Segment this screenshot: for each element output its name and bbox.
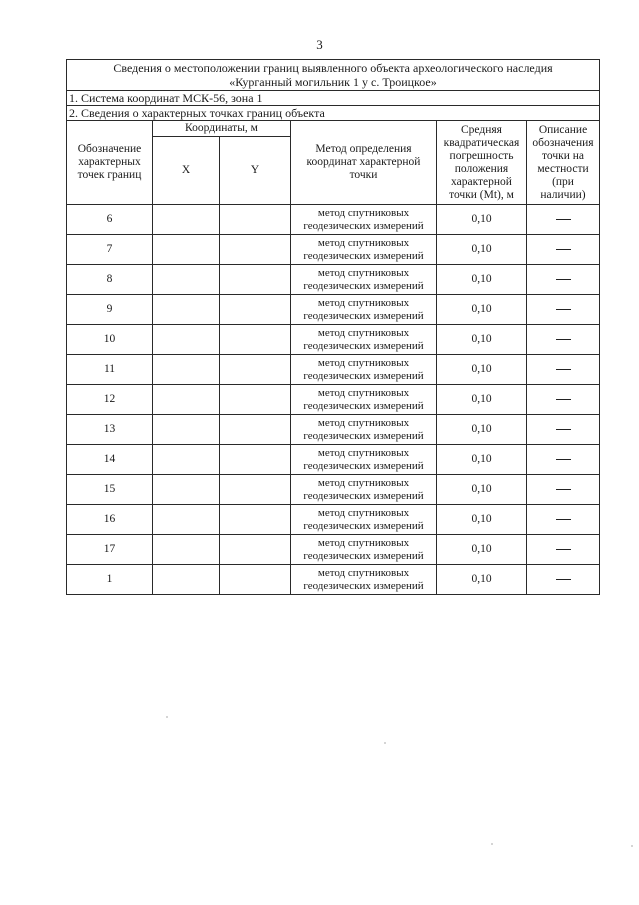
method-cell: метод спутниковых геодезических измерений <box>291 565 437 595</box>
x-coordinate-cell <box>153 565 220 595</box>
y-coordinate-cell <box>220 565 291 595</box>
y-coordinate-cell <box>220 535 291 565</box>
points-info-row: 2. Сведения о характерных точках границ объекта <box>67 106 600 121</box>
error-cell: 0,10 <box>437 445 527 475</box>
dash-mark <box>556 339 571 340</box>
error-cell: 0,10 <box>437 475 527 505</box>
table-row <box>67 445 600 475</box>
header-x: X <box>153 137 220 205</box>
table-row <box>67 535 600 565</box>
table-row <box>67 385 600 415</box>
error-cell: 0,10 <box>437 265 527 295</box>
y-coordinate-cell <box>220 415 291 445</box>
description-cell <box>527 475 600 505</box>
header-description: Описание обозначения точки на местности (при наличии) <box>527 121 600 205</box>
method-cell: метод спутниковых геодезических измерений <box>291 475 437 505</box>
description-cell <box>527 325 600 355</box>
table-row <box>67 355 600 385</box>
table-title-line2: «Курганный могильник 1 у с. Троицкое» <box>229 75 437 89</box>
method-cell: метод спутниковых геодезических измерений <box>291 235 437 265</box>
point-number-cell: 1 <box>67 565 153 595</box>
dash-mark <box>556 579 571 580</box>
method-cell: метод спутниковых геодезических измерений <box>291 385 437 415</box>
header-coordinates: Координаты, м <box>153 121 291 137</box>
boundary-points-table <box>66 59 600 595</box>
x-coordinate-cell <box>153 355 220 385</box>
table-row <box>67 415 600 445</box>
error-cell: 0,10 <box>437 505 527 535</box>
description-cell <box>527 235 600 265</box>
point-number-cell: 14 <box>67 445 153 475</box>
error-cell: 0,10 <box>437 325 527 355</box>
x-coordinate-cell <box>153 535 220 565</box>
x-coordinate-cell <box>153 415 220 445</box>
description-cell <box>527 505 600 535</box>
method-cell: метод спутниковых геодезических измерений <box>291 295 437 325</box>
table-row <box>67 295 600 325</box>
scan-speck <box>491 843 493 845</box>
table-row <box>67 265 600 295</box>
header-y: Y <box>220 137 291 205</box>
y-coordinate-cell <box>220 295 291 325</box>
method-cell: метод спутниковых геодезических измерений <box>291 265 437 295</box>
point-number-cell: 11 <box>67 355 153 385</box>
point-number-cell: 17 <box>67 535 153 565</box>
y-coordinate-cell <box>220 445 291 475</box>
page-number: 3 <box>316 37 323 52</box>
point-number-cell: 8 <box>67 265 153 295</box>
point-number-cell: 12 <box>67 385 153 415</box>
table-row <box>67 325 600 355</box>
table-title-line1: Сведения о местоположении границ выявленного объекта археологического наследия <box>113 61 553 75</box>
y-coordinate-cell <box>220 325 291 355</box>
header-designation: Обозначение характерных точек границ <box>67 121 153 205</box>
table-row <box>67 505 600 535</box>
y-coordinate-cell <box>220 505 291 535</box>
dash-mark <box>556 429 571 430</box>
dash-mark <box>556 519 571 520</box>
dash-mark <box>556 489 571 490</box>
x-coordinate-cell <box>153 505 220 535</box>
method-cell: метод спутниковых геодезических измерений <box>291 355 437 385</box>
description-cell <box>527 565 600 595</box>
error-cell: 0,10 <box>437 295 527 325</box>
table-row <box>67 205 600 235</box>
table-row <box>67 235 600 265</box>
y-coordinate-cell <box>220 355 291 385</box>
description-cell <box>527 445 600 475</box>
x-coordinate-cell <box>153 235 220 265</box>
y-coordinate-cell <box>220 385 291 415</box>
method-cell: метод спутниковых геодезических измерений <box>291 205 437 235</box>
dash-mark <box>556 219 571 220</box>
method-cell: метод спутниковых геодезических измерений <box>291 505 437 535</box>
table-row <box>67 565 600 595</box>
method-cell: метод спутниковых геодезических измерений <box>291 535 437 565</box>
description-cell <box>527 205 600 235</box>
method-cell: метод спутниковых геодезических измерений <box>291 415 437 445</box>
point-number-cell: 9 <box>67 295 153 325</box>
error-cell: 0,10 <box>437 205 527 235</box>
x-coordinate-cell <box>153 475 220 505</box>
scan-speck <box>384 742 386 744</box>
table-row <box>67 475 600 505</box>
dash-mark <box>556 279 571 280</box>
dash-mark <box>556 549 571 550</box>
dash-mark <box>556 399 571 400</box>
method-cell: метод спутниковых геодезических измерений <box>291 445 437 475</box>
y-coordinate-cell <box>220 235 291 265</box>
y-coordinate-cell <box>220 475 291 505</box>
x-coordinate-cell <box>153 295 220 325</box>
x-coordinate-cell <box>153 205 220 235</box>
dash-mark <box>556 309 571 310</box>
y-coordinate-cell <box>220 265 291 295</box>
error-cell: 0,10 <box>437 385 527 415</box>
dash-mark <box>556 459 571 460</box>
description-cell <box>527 535 600 565</box>
point-number-cell: 10 <box>67 325 153 355</box>
dash-mark <box>556 369 571 370</box>
error-cell: 0,10 <box>437 535 527 565</box>
description-cell <box>527 385 600 415</box>
table-title <box>67 60 600 91</box>
point-number-cell: 7 <box>67 235 153 265</box>
coordinate-system-row: 1. Система координат МСК-56, зона 1 <box>67 91 600 106</box>
method-cell: метод спутниковых геодезических измерений <box>291 325 437 355</box>
header-method: Метод определения координат характерной точки <box>291 121 437 205</box>
scan-speck <box>631 845 633 847</box>
dash-mark <box>556 249 571 250</box>
header-error: Средняя квадратическая погрешность положения характерной точки (Mt), м <box>437 121 527 205</box>
error-cell: 0,10 <box>437 235 527 265</box>
error-cell: 0,10 <box>437 355 527 385</box>
point-number-cell: 13 <box>67 415 153 445</box>
y-coordinate-cell <box>220 205 291 235</box>
description-cell <box>527 355 600 385</box>
description-cell <box>527 415 600 445</box>
point-number-cell: 6 <box>67 205 153 235</box>
error-cell: 0,10 <box>437 415 527 445</box>
scan-speck <box>166 716 168 718</box>
x-coordinate-cell <box>153 385 220 415</box>
point-number-cell: 15 <box>67 475 153 505</box>
description-cell <box>527 295 600 325</box>
description-cell <box>527 265 600 295</box>
error-cell: 0,10 <box>437 565 527 595</box>
point-number-cell: 16 <box>67 505 153 535</box>
x-coordinate-cell <box>153 445 220 475</box>
x-coordinate-cell <box>153 325 220 355</box>
x-coordinate-cell <box>153 265 220 295</box>
